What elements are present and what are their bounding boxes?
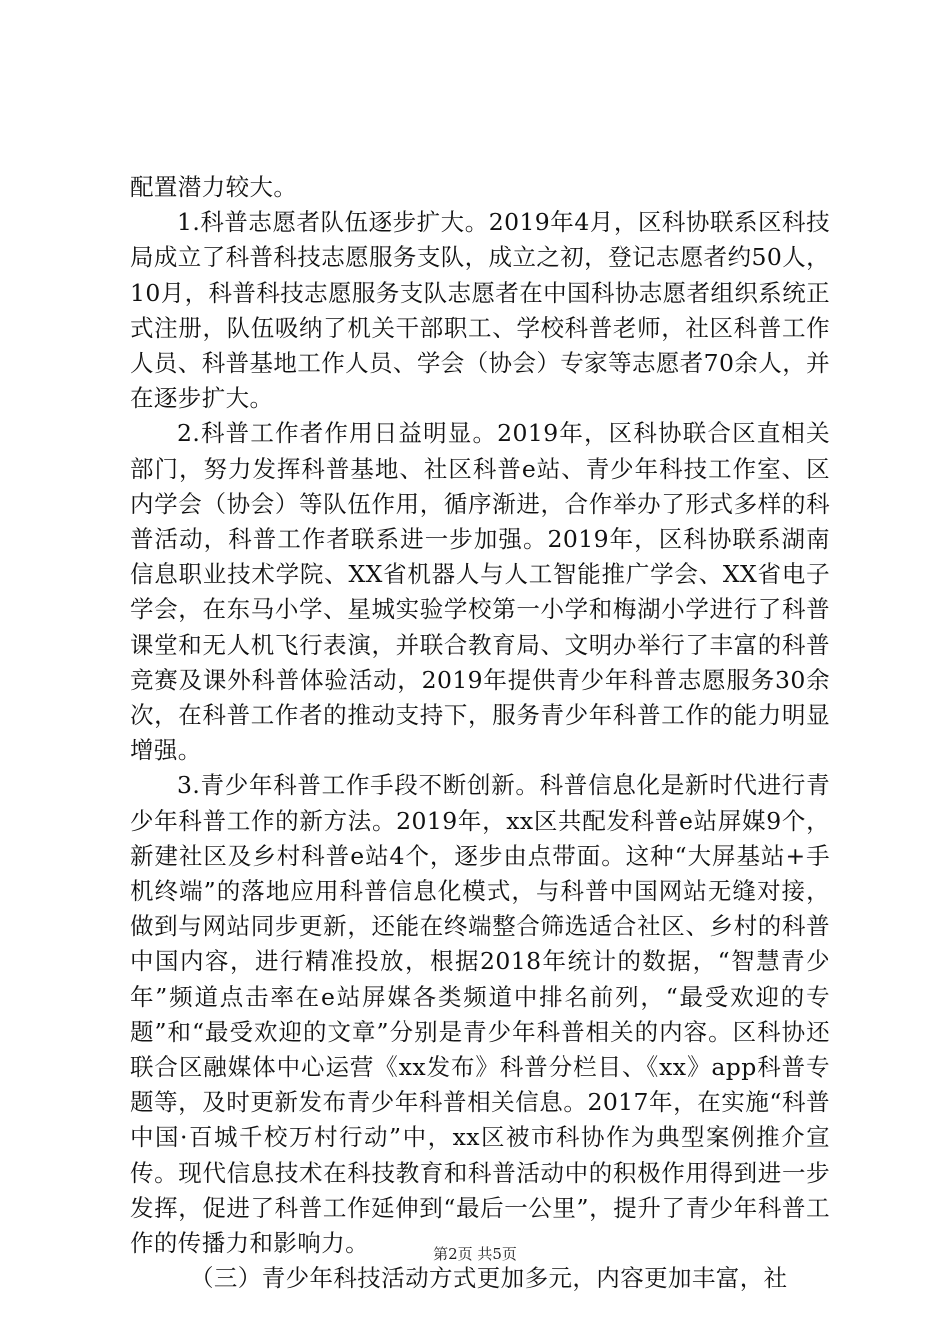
paragraph-science-workers: 2.科普工作者作用日益明显。2019年，区科协联合区直相关部门，努力发挥科普基地、社区科普e站、青少年科技工作室、区内学会（协会）等队伍作用，循序渐进，合作举办了形式多样的科普活动，科普工作者联系进一步加强。2019年，区科协联系湖南信息职业技术学院、XX省机器人与人工智能推广学会、XX省电子学会，在东马小学、星城实验学校第一小学和梅湖小学进行了科普课堂和无人机飞行表演，并联合教育局、文明办举行了丰富的科普竞赛及课外科普体验活动，2019年提供青少年科普志愿服务30余次，在科普工作者的推动支持下，服务青少年科普工作的能力明显增强。 — [130, 419, 830, 765]
paragraph-volunteer-team: 1.科普志愿者队伍逐步扩大。2019年4月，区科协联系区科技局成立了科普科技志愿服务支队，成立之初，登记志愿者约50人，10月，科普科技志愿服务支队志愿者在中国科协志愿者组织系统正式注册，队伍吸纳了机关干部职工、学校科普老师，社区科普工作人员、科普基地工作人员、学会（协会）专家等志愿者70余人，并在逐步扩大。 — [130, 208, 830, 413]
document-body — [130, 170, 830, 1297]
page-number-footer: 第2页 共5页 — [433, 1245, 517, 1263]
paragraph-continuation: 配置潜力较大。 — [130, 173, 298, 201]
paragraph-section-heading-3: （三）青少年科技活动方式更加多元，内容更加丰富，社 — [190, 1264, 788, 1293]
paragraph-youth-science-innovation: 3.青少年科普工作手段不断创新。科普信息化是新时代进行青少年科普工作的新方法。2019年，xx区共配发科普e站屏媒9个，新建社区及乡村科普e站4个，逐步由点带面。这种“大屏基站+手机终端”的落地应用科普信息化模式，与科普中国网站无缝对接，做到与网站同步更新，还能在终端整合筛选适合社区、乡村的科普中国内容，进行精准投放，根据2018年统计的数据，“智慧青少年”频道点击率在e站屏媒各类频道中排名前列，“最受欢迎的专题”和“最受欢迎的文章”分别是青少年科普相关的内容。区科协还联合区融媒体中心运营《xx发布》科普分栏目、《xx》app科普专题等，及时更新发布青少年科普相关信息。2017年，在实施“科普中国·百城千校万村行动”中，xx区被市科协作为典型案例推介宣传。现代信息技术在科技教育和科普活动中的积极作用得到进一步发挥，促进了科普工作延伸到“最后一公里”，提升了青少年科普工作的传播力和影响力。 — [130, 771, 830, 1258]
